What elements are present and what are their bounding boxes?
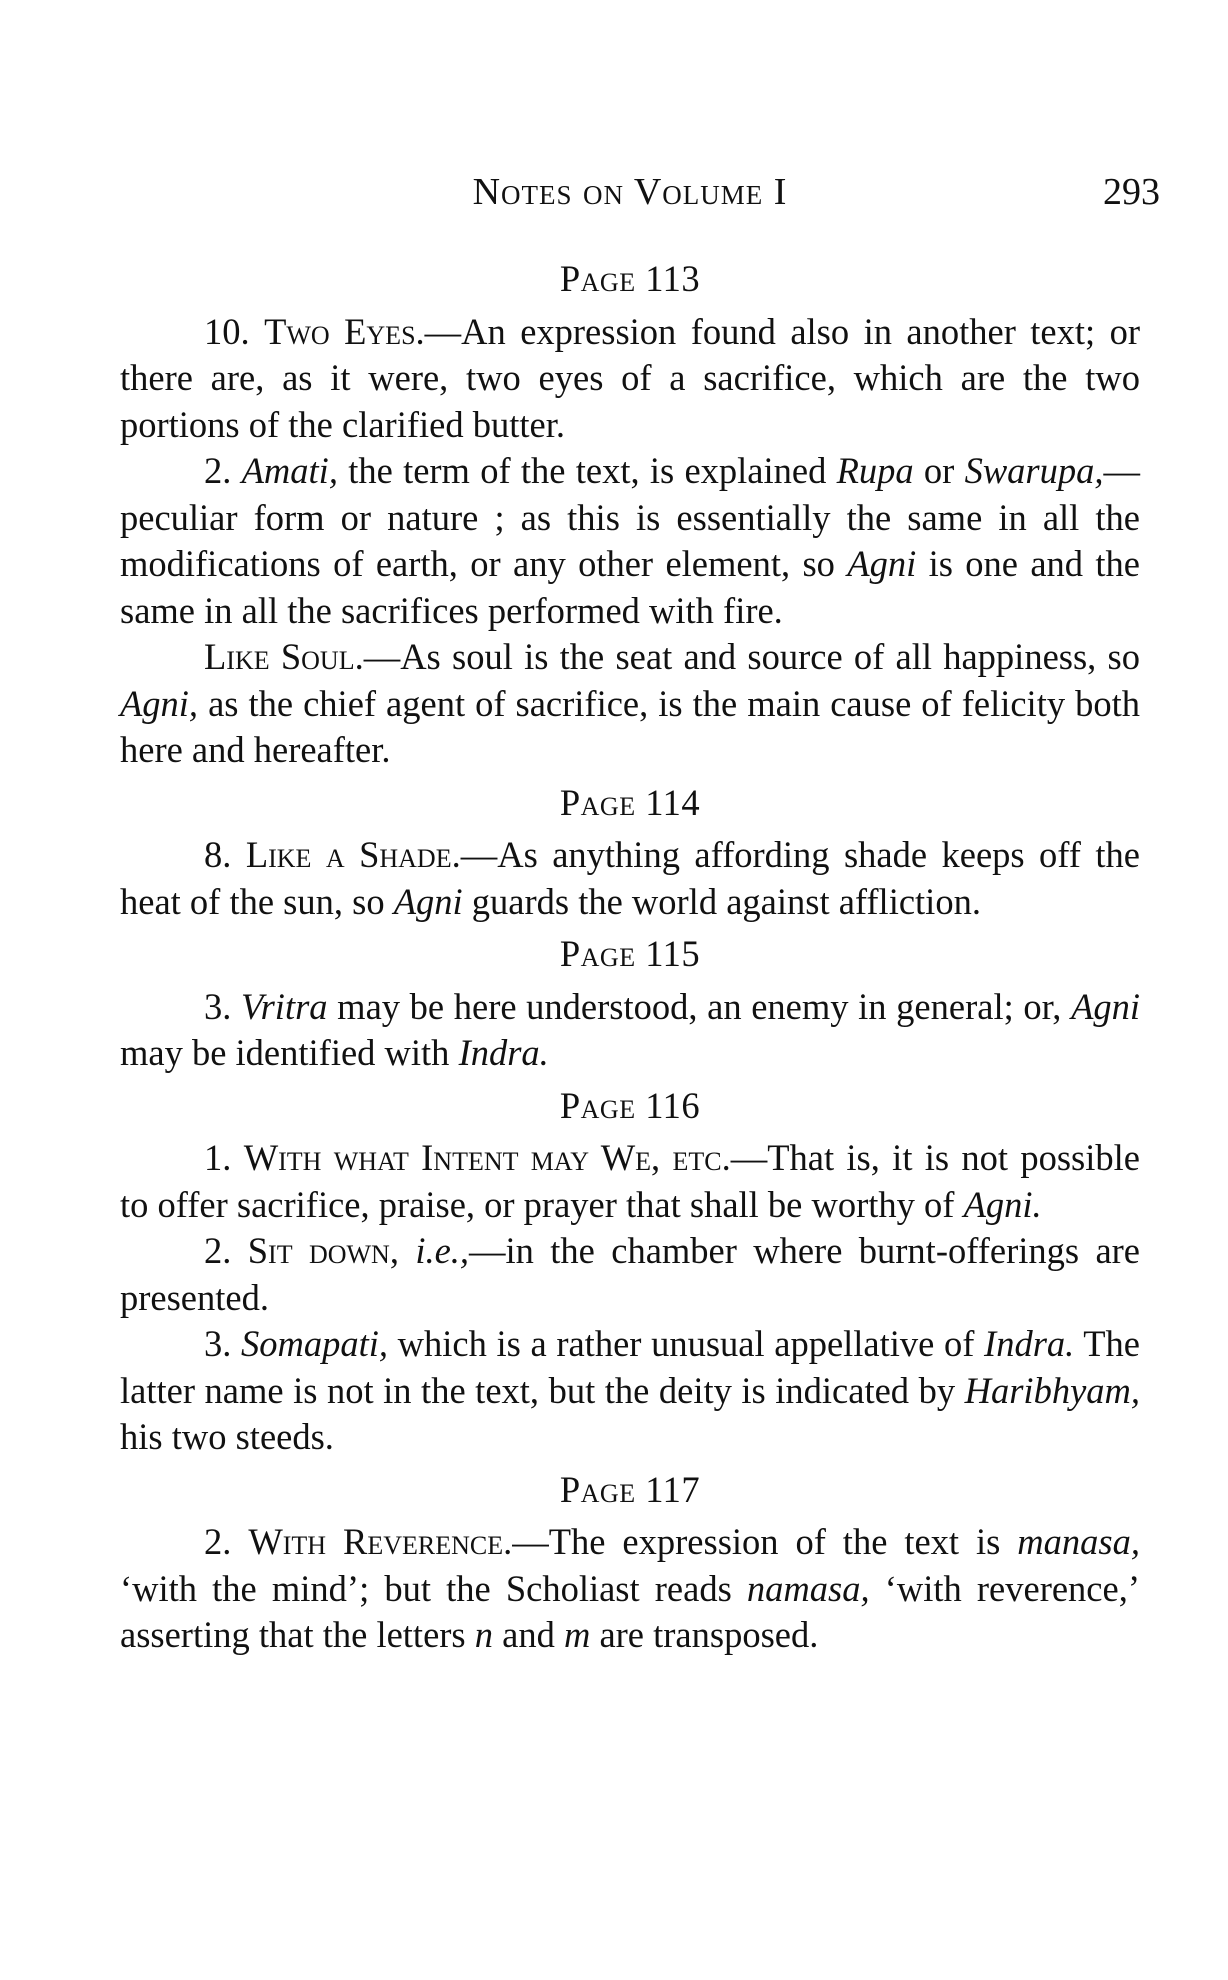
note-text: —As soul is the seat and source of all happiness, so bbox=[363, 636, 1140, 677]
note-term: Swarupa, bbox=[964, 450, 1104, 491]
note-text: —As anything affording shade keeps off the heat of the sun, so bbox=[120, 834, 1140, 922]
note-number: 2. bbox=[204, 450, 242, 491]
note-text: —An expression found also in another text; or there are, as it were, two eyes of a sacrifice, which are the two portions of the clarified butter. bbox=[120, 310, 1140, 445]
note-text: the term of the text, is explained bbox=[337, 450, 837, 491]
note-number: 1. bbox=[204, 1137, 244, 1178]
section-heading: Page 116 bbox=[559, 1084, 701, 1126]
note-term: Agni bbox=[393, 880, 463, 922]
section-heading: Page 114 bbox=[559, 781, 701, 823]
note bbox=[120, 832, 1140, 925]
note-term: m bbox=[563, 1614, 591, 1655]
note-number: 2. bbox=[204, 1521, 249, 1562]
note-term: Agni, bbox=[120, 682, 199, 724]
section-heading: Page 117 bbox=[559, 1468, 701, 1510]
note-term: Agni. bbox=[963, 1183, 1042, 1225]
note bbox=[120, 1228, 1140, 1321]
note-term: Amati, bbox=[241, 450, 338, 491]
note-term: namasa, bbox=[746, 1567, 870, 1609]
note-number: 2. bbox=[204, 1230, 248, 1271]
note-text: ‘with the mind’; but the Scholiast reads bbox=[120, 1567, 747, 1609]
note-text: —peculiar form or nature ; as this is essentially the same in all the modifications of earth, or any other element, so bbox=[120, 450, 1141, 584]
note bbox=[120, 448, 1140, 634]
note-term: With Reverence. bbox=[248, 1521, 513, 1562]
note-text: is one and the same in all the sacrifices performed with fire. bbox=[120, 543, 1140, 631]
note-term: Haribhyam, bbox=[964, 1369, 1140, 1411]
note-text: guards the world against affliction. bbox=[462, 880, 981, 922]
page-number: 293 bbox=[1103, 171, 1160, 213]
note-term: Two Eyes. bbox=[264, 310, 425, 352]
note-text: The latter name is not in the text, but the deity is indicated by bbox=[120, 1323, 1141, 1411]
note-term: Agni bbox=[1071, 985, 1140, 1027]
note-term: Indra. bbox=[458, 1032, 549, 1073]
note-text: may be identified with bbox=[120, 1032, 459, 1073]
note-term: Indra. bbox=[984, 1323, 1075, 1364]
note bbox=[120, 1135, 1140, 1228]
section-heading: Page 113 bbox=[559, 258, 701, 299]
note-text: —in the chamber where burnt-offerings are presented. bbox=[120, 1230, 1140, 1318]
note-text: which is a rather unusual appellative of bbox=[388, 1323, 985, 1364]
note-term: With what Intent may We, etc. bbox=[243, 1137, 731, 1178]
note-term: n bbox=[474, 1614, 494, 1655]
note bbox=[120, 309, 1140, 449]
note-term: Vritra bbox=[241, 985, 328, 1027]
note bbox=[120, 634, 1140, 774]
note-number: 8. bbox=[204, 834, 246, 875]
note-number: 10. bbox=[204, 310, 265, 352]
running-title: Notes on Volume I bbox=[472, 171, 788, 213]
note-text: —That is, it is not possible to offer sacrifice, praise, or prayer that shall be worthy of bbox=[120, 1137, 1140, 1225]
note-text: —The expression of the text is bbox=[512, 1521, 1018, 1562]
note-text: his two steeds. bbox=[120, 1416, 334, 1457]
note-text: as the chief agent of sacrifice, is the main cause of felicity both here and hereafter. bbox=[120, 682, 1140, 770]
note-text: ‘with reverence,’ asserting that the letters bbox=[120, 1567, 1140, 1655]
note bbox=[120, 1321, 1140, 1461]
note-term: Sit down, bbox=[247, 1230, 416, 1271]
note-number: 3. bbox=[204, 985, 242, 1027]
note bbox=[120, 984, 1140, 1077]
note-term: i.e., bbox=[415, 1230, 470, 1271]
note-term: Like Soul. bbox=[204, 636, 364, 677]
running-head bbox=[100, 170, 1160, 226]
note-text: are transposed. bbox=[590, 1614, 819, 1655]
note-number: 3. bbox=[204, 1323, 242, 1364]
note-text: may be here understood, an enemy in general; or, bbox=[327, 985, 1072, 1027]
notes-body bbox=[120, 250, 1140, 1659]
note-term: Rupa bbox=[836, 450, 914, 491]
note-term: Agni bbox=[847, 543, 917, 584]
section-heading: Page 115 bbox=[559, 933, 701, 974]
note-text: or bbox=[913, 450, 965, 491]
note-term: Like a Shade. bbox=[245, 834, 461, 875]
note-term: Somapati, bbox=[241, 1323, 389, 1364]
note-term: manasa, bbox=[1017, 1521, 1140, 1562]
note-text: and bbox=[493, 1614, 564, 1655]
note bbox=[120, 1519, 1140, 1659]
